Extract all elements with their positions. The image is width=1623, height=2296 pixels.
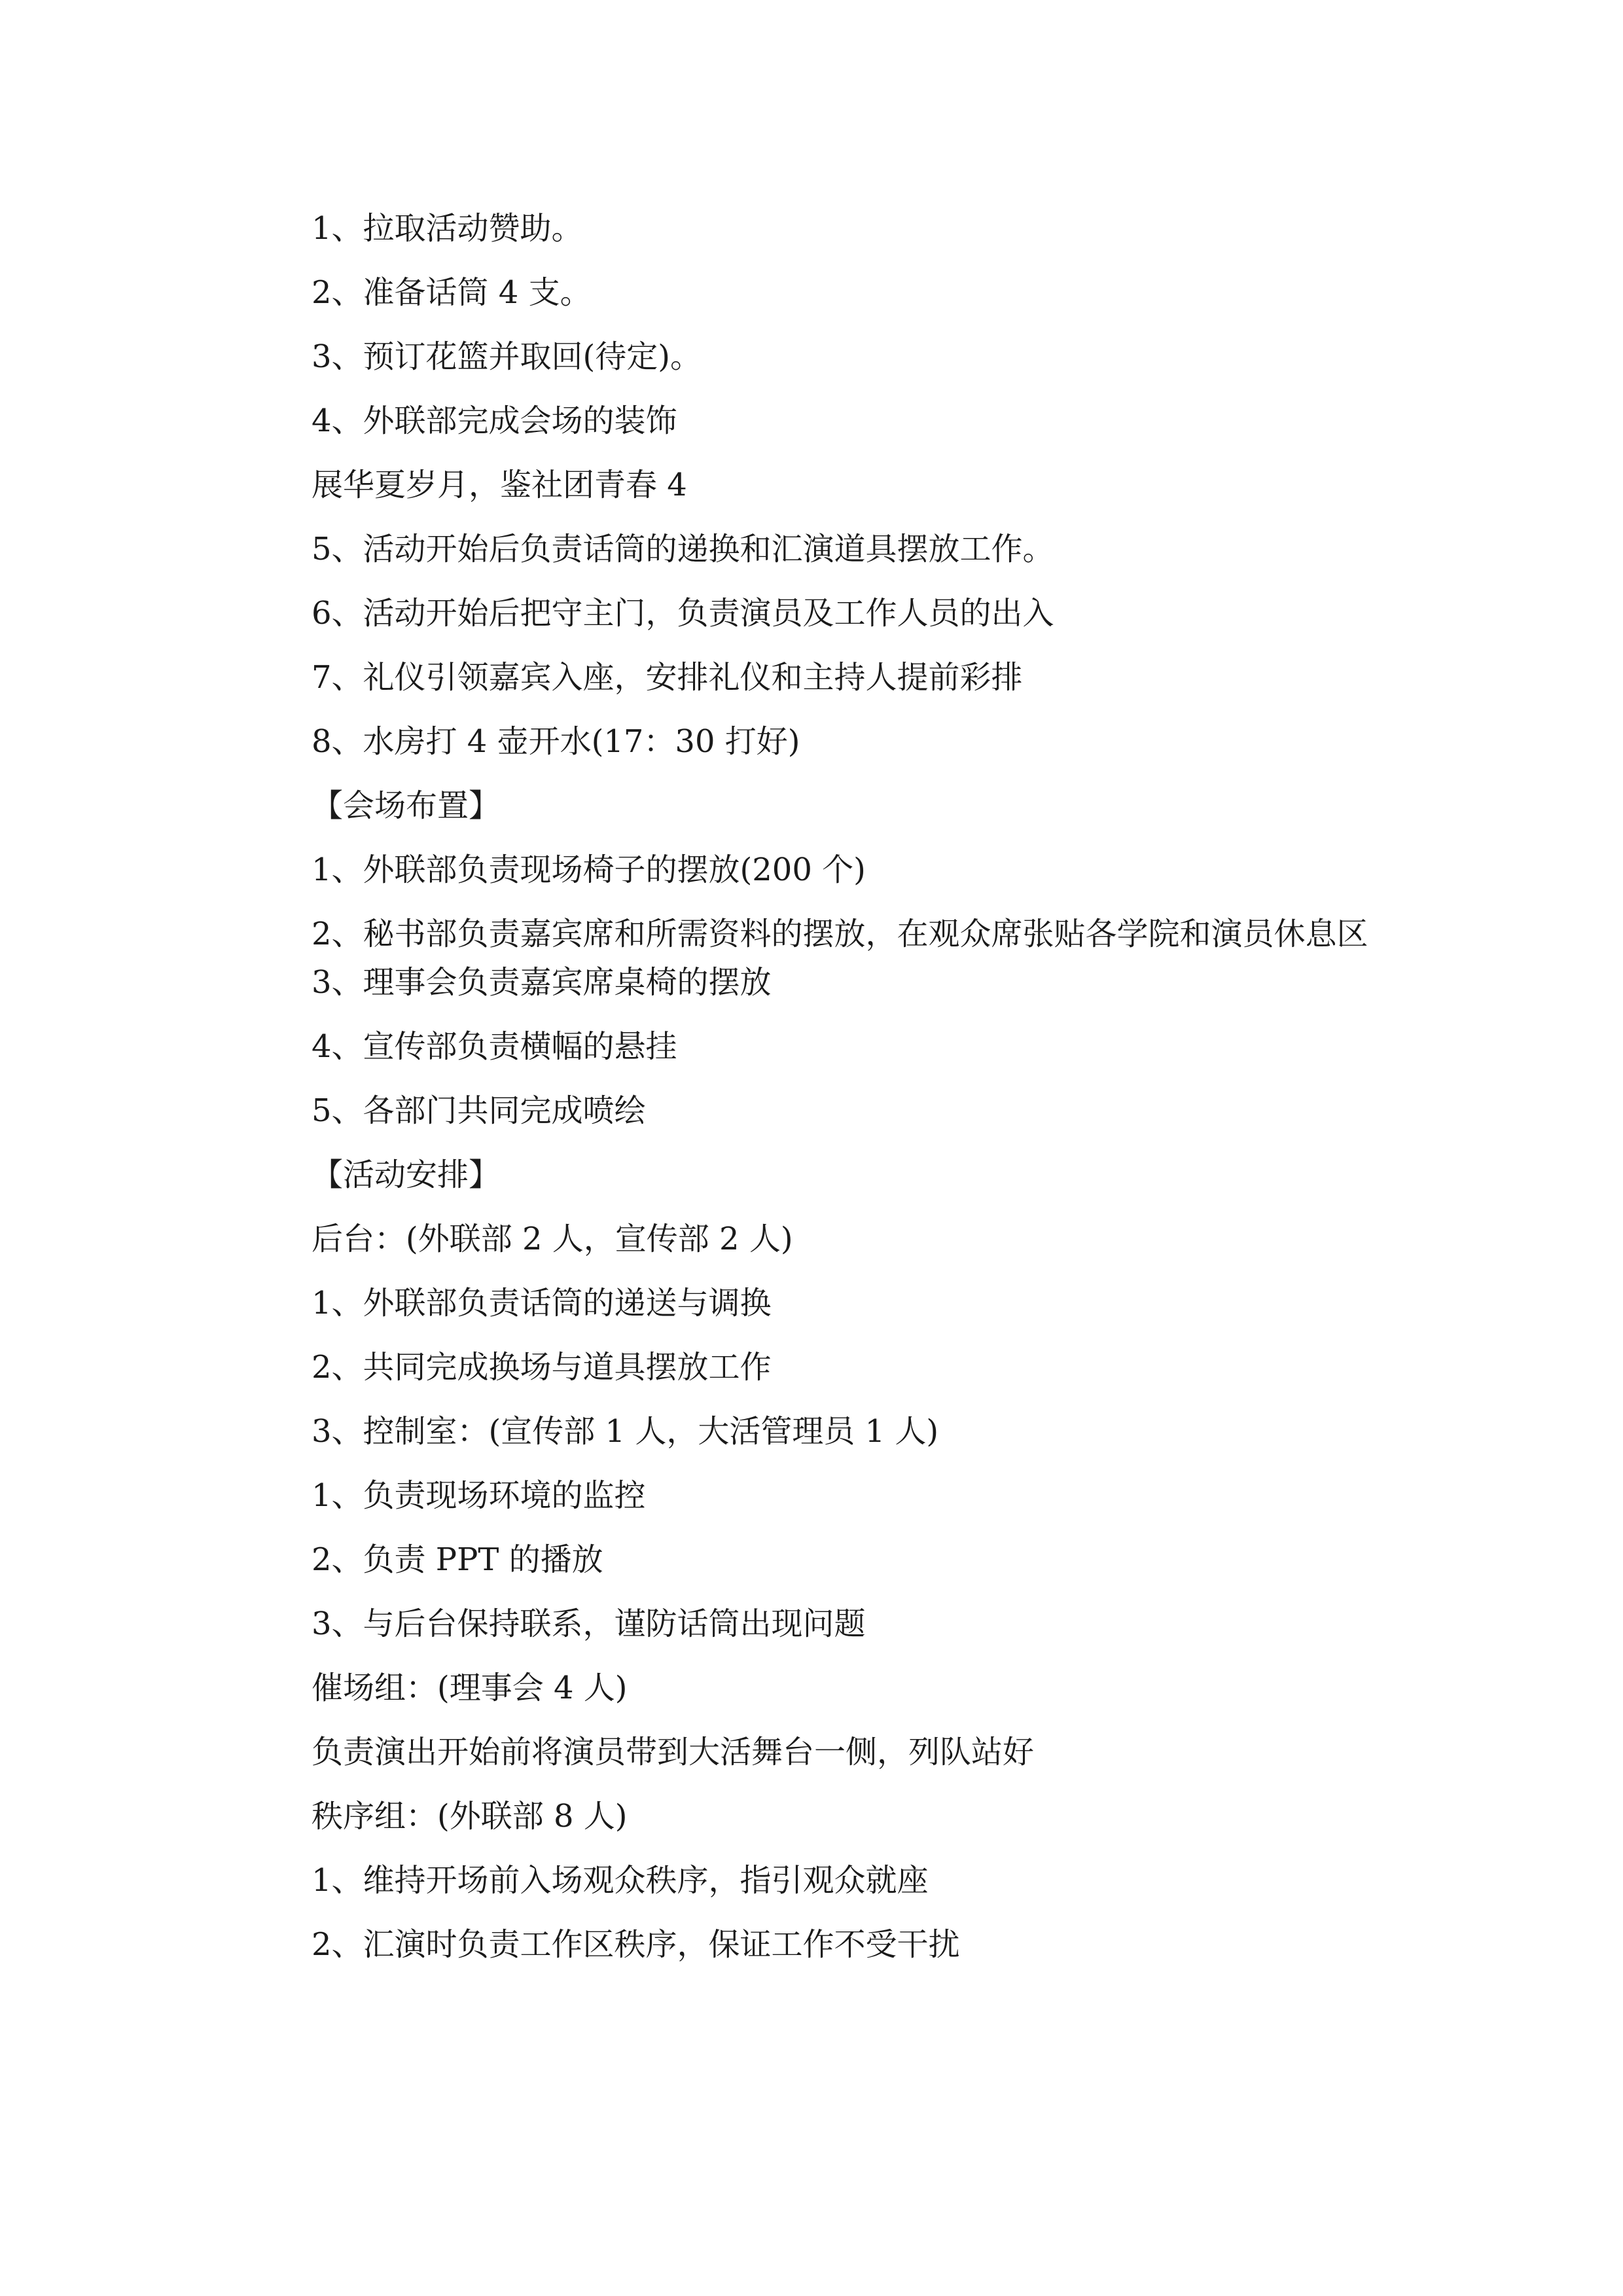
paragraph: 4、外联部完成会场的装饰 [312, 403, 677, 439]
section-heading: 【会场布置】 [312, 787, 501, 824]
paragraph: 1、外联部负责现场椅子的摆放(200 个) [312, 852, 866, 888]
paragraph: 2、共同完成换场与道具摆放工作 [312, 1349, 772, 1386]
paragraph: 4、宣传部负责横幅的悬挂 [312, 1028, 677, 1065]
paragraph: 1、负责现场环境的监控 [312, 1477, 646, 1514]
paragraph: 1、拉取活动赞助。 [312, 210, 583, 247]
document-body [249, 204, 1387, 1984]
paragraph: 5、活动开始后负责话筒的递换和汇演道具摆放工作。 [312, 531, 1054, 567]
paragraph: 3、理事会负责嘉宾席桌椅的摆放 [312, 964, 772, 1001]
paragraph: 负责演出开始前将演员带到大活舞台一侧，列队站好 [312, 1734, 1035, 1770]
paragraph: 2、秘书部负责嘉宾席和所需资料的摆放，在观众席张贴各学院和演员休息区 [312, 916, 1368, 952]
paragraph: 催场组：(理事会 4 人) [312, 1670, 628, 1706]
paragraph: 2、汇演时负责工作区秩序，保证工作不受干扰 [312, 1926, 960, 1963]
paragraph: 秩序组：(外联部 8 人) [312, 1798, 628, 1835]
paragraph: 5、各部门共同完成喷绘 [312, 1092, 646, 1129]
paragraph: 2、准备话筒 4 支。 [312, 274, 592, 311]
paragraph: 3、预订花篮并取回(待定)。 [312, 338, 702, 375]
paragraph: 1、外联部负责话筒的递送与调换 [312, 1285, 772, 1321]
paragraph: 展华夏岁月，鉴社团青春 4 [312, 467, 687, 503]
paragraph: 6、活动开始后把守主门，负责演员及工作人员的出入 [312, 595, 1054, 632]
paragraph: 2、负责 PPT 的播放 [312, 1541, 603, 1578]
paragraph: 3、控制室：(宣传部 1 人，大活管理员 1 人) [312, 1413, 939, 1450]
paragraph: 后台：(外联部 2 人，宣传部 2 人) [312, 1221, 793, 1257]
paragraph: 1、维持开场前入场观众秩序，指引观众就座 [312, 1862, 929, 1899]
paragraph: 8、水房打 4 壶开水(17：30 打好) [312, 723, 800, 760]
paragraph: 7、礼仪引领嘉宾入座，安排礼仪和主持人提前彩排 [312, 659, 1023, 696]
paragraph: 3、与后台保持联系，谨防话筒出现问题 [312, 1605, 866, 1642]
section-heading: 【活动安排】 [312, 1157, 501, 1193]
